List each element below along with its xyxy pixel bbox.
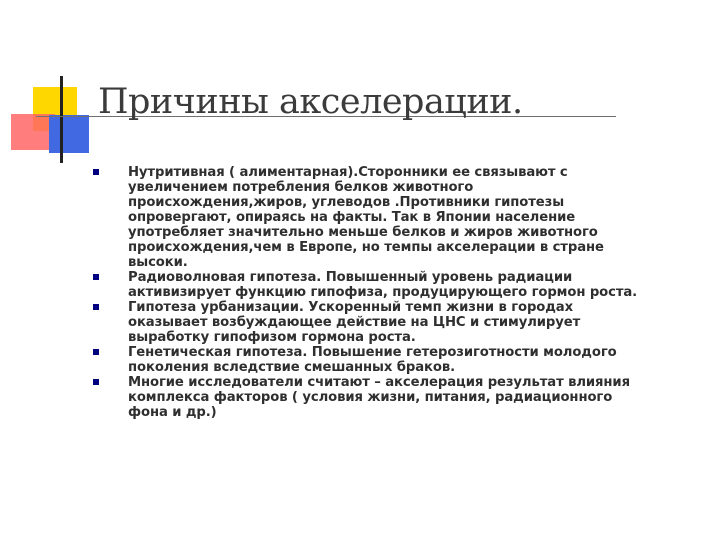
bullet-line: происхождения,жиров, углеводов .Противники гипотезы	[128, 195, 565, 210]
bullet-text	[128, 375, 693, 420]
bullet-text	[128, 270, 693, 300]
bullet-list	[93, 165, 693, 420]
bullet-item	[93, 270, 693, 300]
bullet-line: увеличением потребления белков животного	[128, 180, 474, 195]
bullet-line: происхождения,чем в Европе, но темпы акселерации в стране	[128, 240, 604, 255]
bullet-line: оказывает возбуждающее действие на ЦНС и стимулирует	[128, 315, 581, 330]
bullet-item	[93, 345, 693, 375]
bullet-line: высоки.	[128, 255, 188, 270]
bullet-line: фона и др.)	[128, 405, 217, 420]
square-bullet-icon	[93, 349, 99, 355]
bullet-line: опровергают, опираясь на факты. Так в Японии население	[128, 210, 576, 225]
bullet-line: выработку гипофизом гормона роста.	[128, 330, 416, 345]
bullet-line: Многие исследователи считают – акселерация результат влияния	[128, 375, 630, 390]
bullet-line: активизирует функцию гипофиза, продуцирующего гормон роста.	[128, 285, 638, 300]
bullet-line: употребляет значительно меньше белков и жиров животного	[128, 225, 598, 240]
bullet-line: Нутритивная ( алиментарная).Сторонники ее связывают с	[128, 165, 568, 180]
bullet-item	[93, 165, 693, 270]
slide-title: Причины акселерации.	[98, 82, 523, 122]
square-bullet-icon	[93, 379, 99, 385]
bullet-text	[128, 165, 693, 270]
bullet-line: Радиоволновая гипотеза. Повышенный уровень радиации	[128, 270, 573, 285]
bullet-item	[93, 375, 693, 420]
bullet-item	[93, 300, 693, 345]
bullet-text	[128, 300, 693, 345]
bullet-line: комплекса факторов ( условия жизни, питания, радиационного	[128, 390, 613, 405]
bullet-text	[128, 345, 693, 375]
logo-blue-square-icon	[49, 115, 89, 153]
logo-vertical-line	[60, 76, 63, 163]
square-bullet-icon	[93, 304, 99, 310]
bullet-line: Генетическая гипотеза. Повышение гетерозиготности молодого	[128, 345, 617, 360]
square-bullet-icon	[93, 169, 99, 175]
bullet-line: поколения вследствие смешанных браков.	[128, 360, 455, 375]
bullet-line: Гипотеза урбанизации. Ускоренный темп жизни в городах	[128, 300, 574, 315]
square-bullet-icon	[93, 274, 99, 280]
